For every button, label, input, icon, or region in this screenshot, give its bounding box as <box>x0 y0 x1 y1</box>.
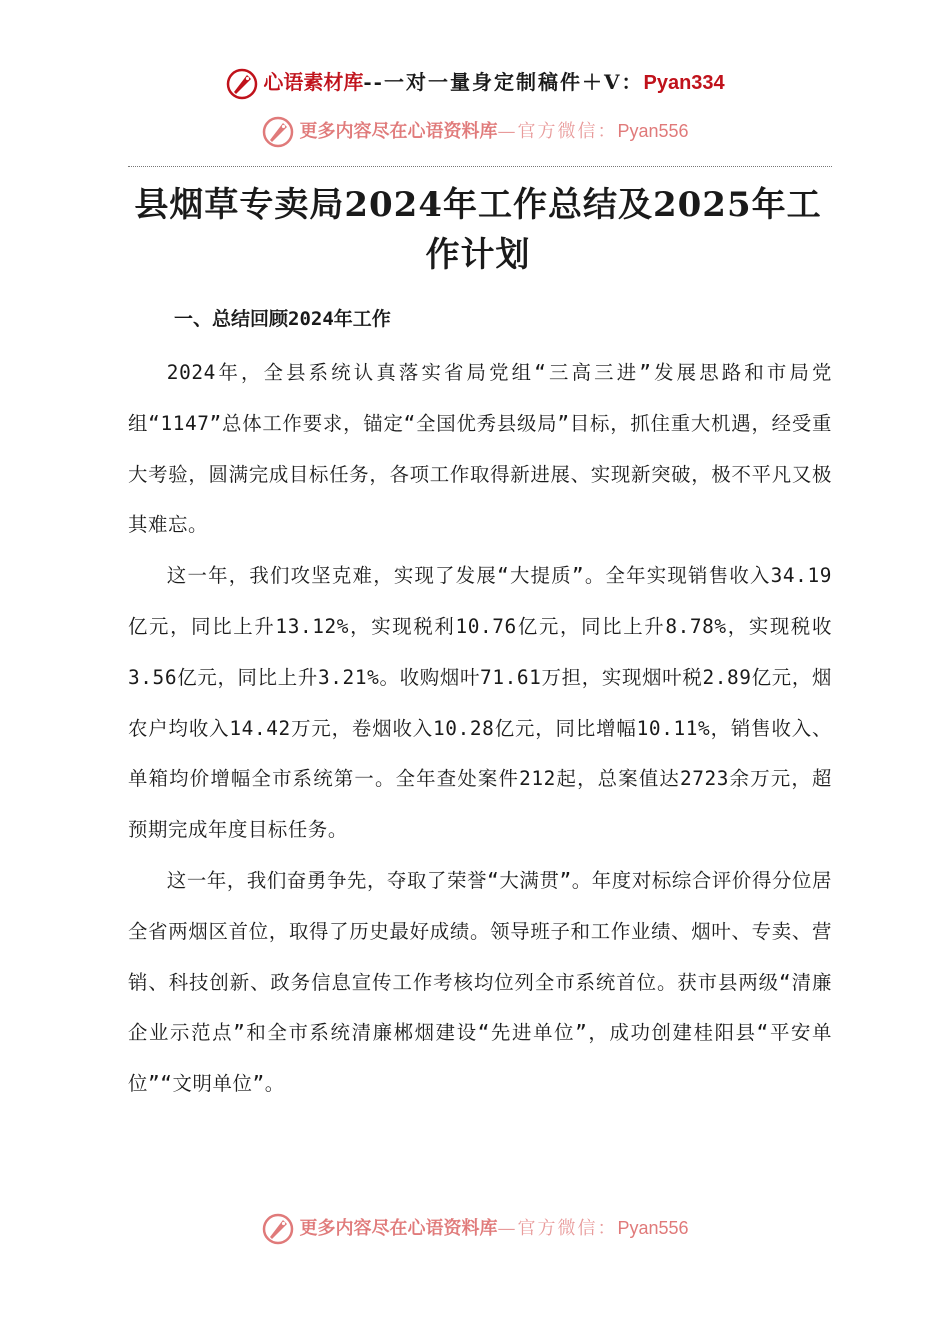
pen-nib-logo-icon <box>261 115 295 149</box>
watermark-dash: — <box>497 121 518 142</box>
document-title: 县烟草专卖局2024年工作总结及2025年工作计划 <box>134 185 822 275</box>
paragraph: 这一年，我们攻坚克难，实现了发展“大提质”。全年实现销售收入34.19亿元，同比上升13.12%，实现税利10.76亿元，同比上升8.78%，实现税收3.56亿元，同比上升3.21%。收购烟叶71.61万担，实现烟叶税2.89亿元，烟农户均收入14.42万元，卷烟收入10.28亿元，同比增幅10.11%，销售收入、单箱均价增幅全市系统第一。全年查处案件212起，总案值达2723余万元，超预期完成年度目标任务。 <box>128 564 832 842</box>
banner-tagline: 一对一量身定制稿件＋V： <box>383 70 644 94</box>
watermark-label: 官方微信： <box>517 121 618 142</box>
pen-nib-logo-icon <box>225 67 259 101</box>
watermark-label: 官方微信： <box>517 1218 618 1239</box>
watermark-contact: Pyan556 <box>617 1218 689 1238</box>
section-heading: 一、总结回顾2024年工作 <box>174 308 391 330</box>
top-banner <box>0 62 950 102</box>
pen-nib-logo-icon <box>261 1212 295 1246</box>
watermark-text: 更多内容尽在心语资料库 <box>299 121 498 142</box>
watermark-contact: Pyan556 <box>617 121 689 141</box>
header-divider <box>128 166 832 167</box>
document-body <box>128 348 832 1110</box>
watermark-top <box>0 113 950 149</box>
brand-name: 心语素材库 <box>263 70 364 94</box>
watermark-bottom <box>0 1210 950 1246</box>
paragraph: 这一年，我们奋勇争先，夺取了荣誉“大满贯”。年度对标综合评价得分位居全省两烟区首位，取得了历史最好成绩。领导班子和工作业绩、烟叶、专卖、营销、科技创新、政务信息宣传工作考核均位列全市系统首位。获市县两级“清廉企业示范点”和全市系统清廉郴烟建设“先进单位”，成功创建桂阳县“平安单位”“文明单位”。 <box>128 868 832 1096</box>
banner-separator: -- <box>363 70 384 94</box>
banner-contact: Pyan334 <box>643 72 725 94</box>
paragraph: 2024年，全县系统认真落实省局党组“三高三进”发展思路和市局党组“1147”总体工作要求，锚定“全国优秀县级局”目标，抓住重大机遇，经受重大考验，圆满完成目标任务，各项工作取得新进展、实现新突破，极不平凡又极其难忘。 <box>128 361 832 537</box>
watermark-text: 更多内容尽在心语资料库 <box>299 1218 498 1239</box>
watermark-dash: — <box>497 1218 518 1239</box>
